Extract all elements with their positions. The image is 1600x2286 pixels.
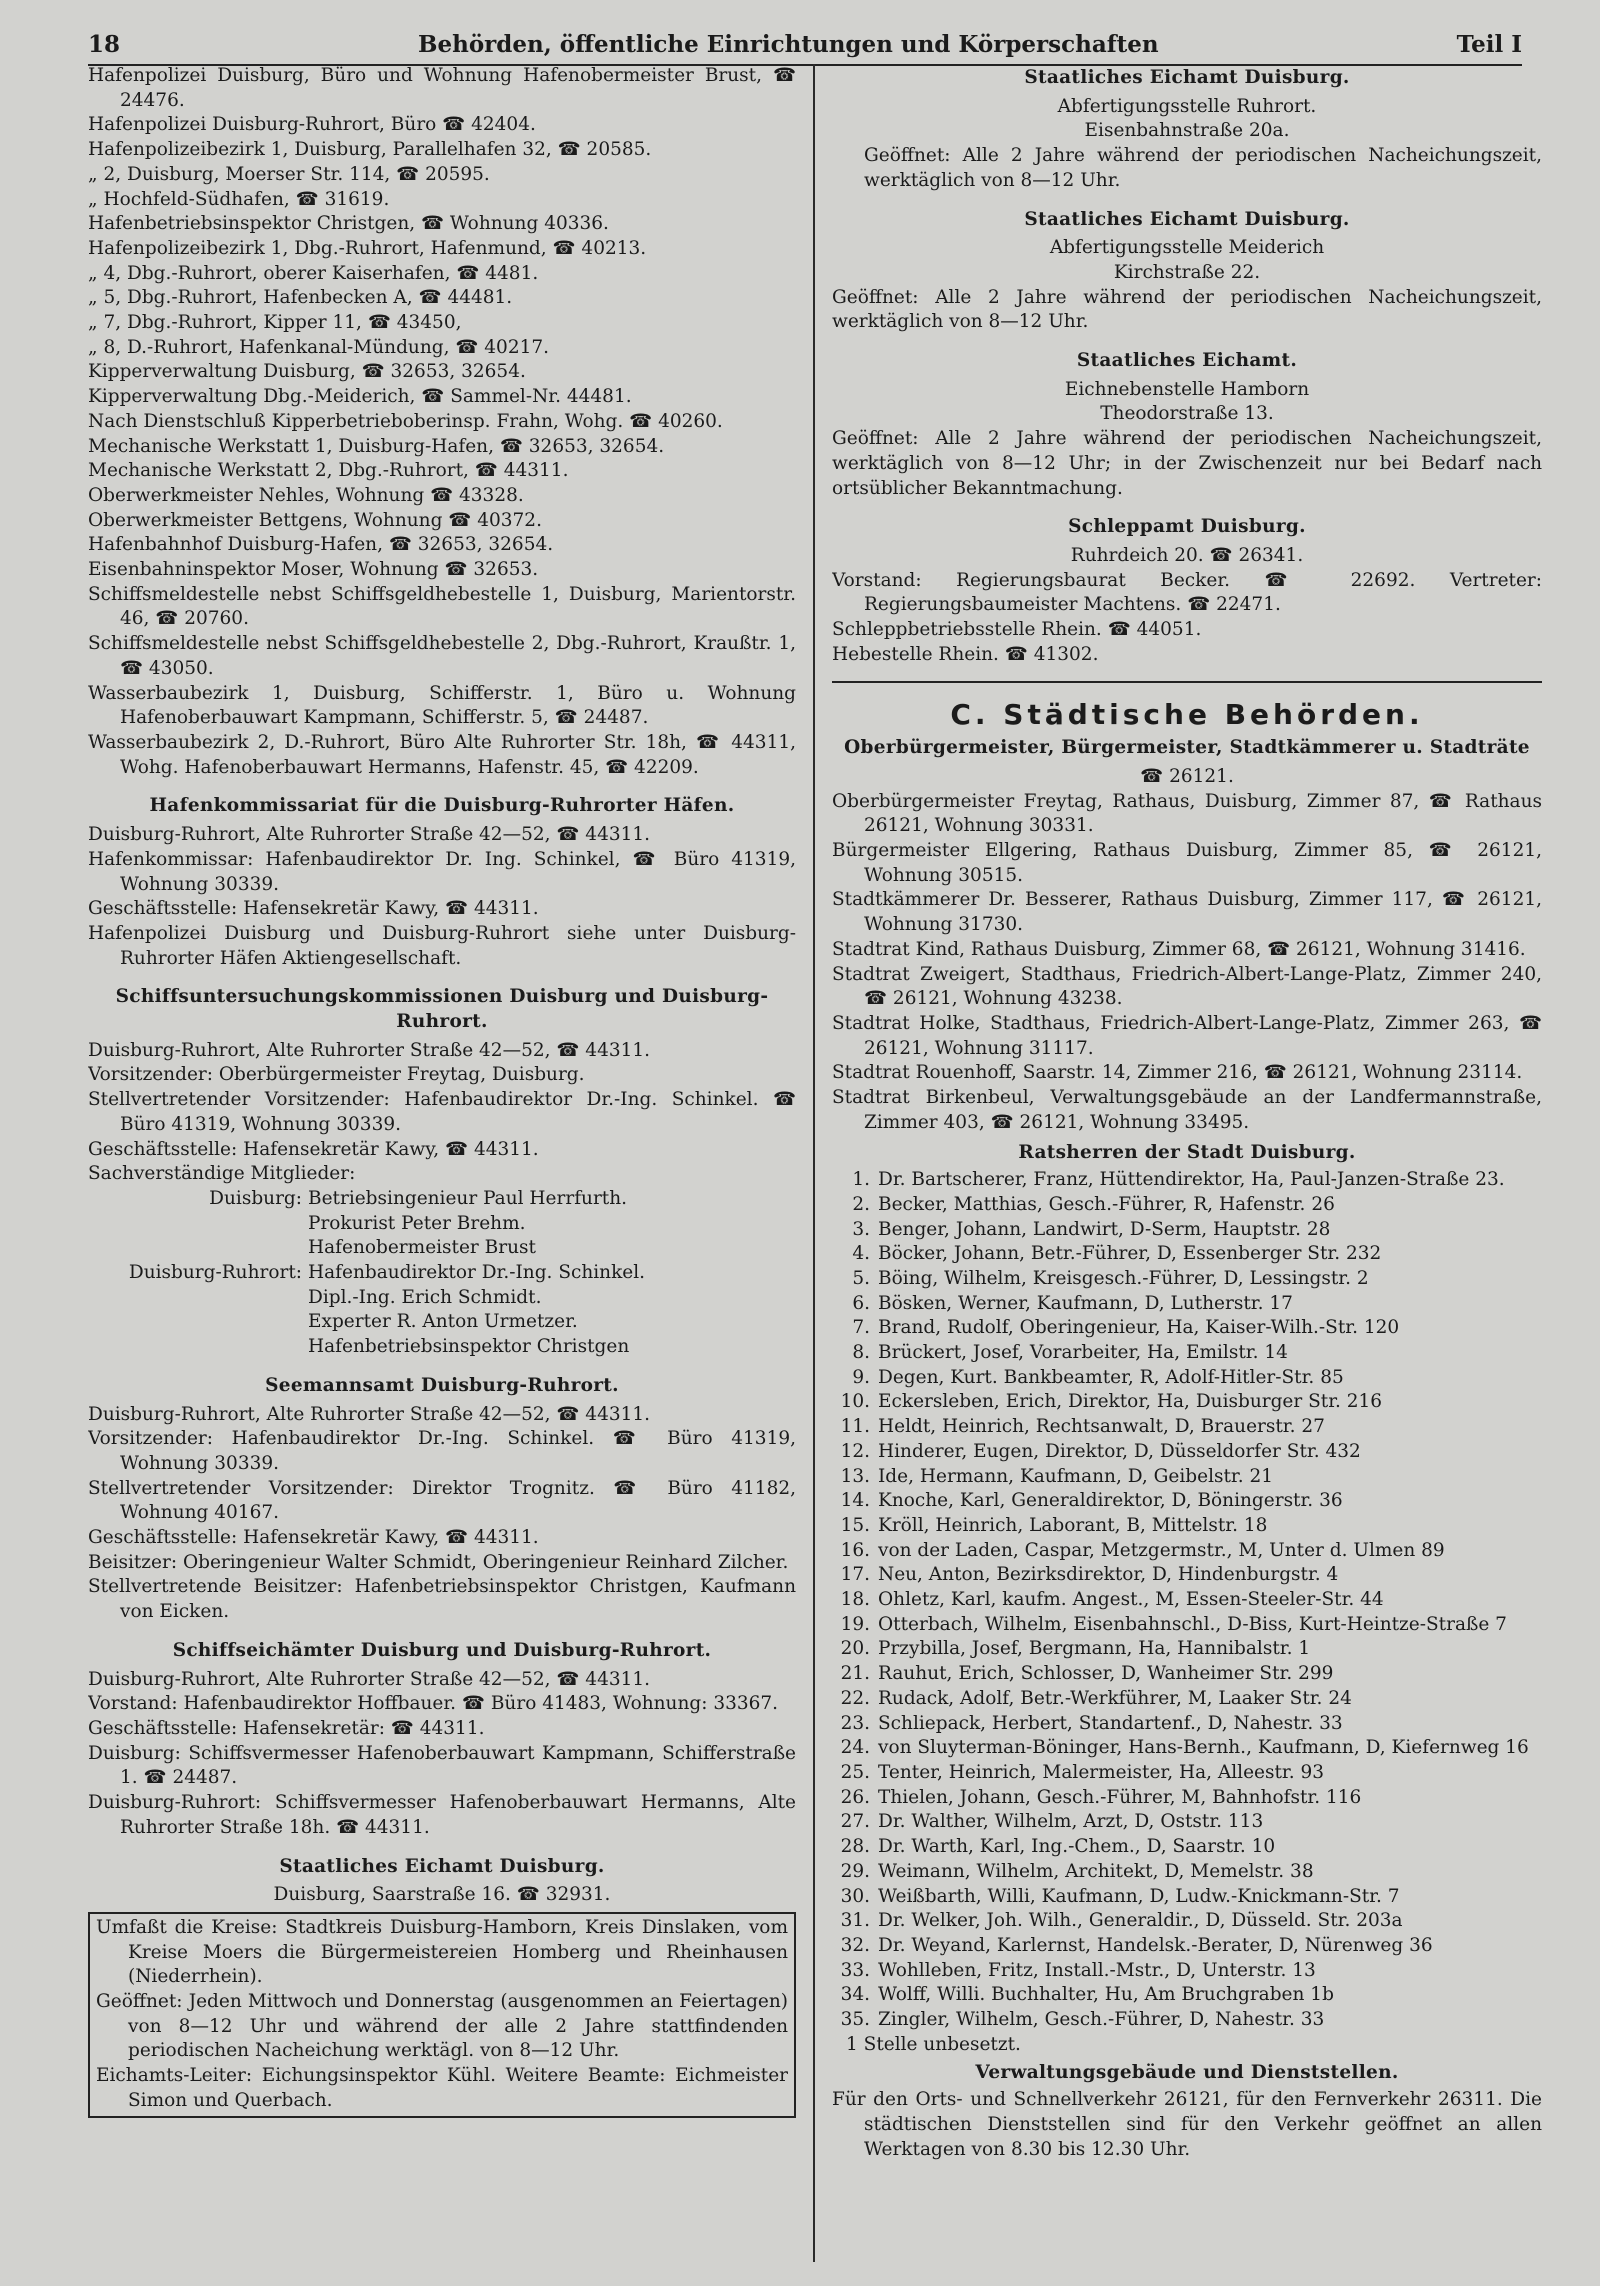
schleppamt-lines xyxy=(832,569,1542,668)
harbor-police-listing xyxy=(88,64,796,780)
list-item xyxy=(832,1415,1542,1440)
item-text: Becker, Matthias, Gesch.-Führer, R, Hafenstr. 26 xyxy=(878,1193,1335,1215)
item-text: Schliepack, Herbert, Standartenf., D, Nahestr. 33 xyxy=(878,1712,1343,1734)
text-line: „ Hochfeld-Südhafen, ☎ 31619. xyxy=(88,188,390,210)
item-number: 31. xyxy=(840,1910,870,1932)
item-text: Wohlleben, Fritz, Install.-Mstr., D, Unterstr. 13 xyxy=(878,1959,1316,1981)
item-text: Rauhut, Erich, Schlosser, D, Wanheimer Str. 299 xyxy=(878,1663,1334,1685)
item-text: Rudack, Adolf, Betr.-Werkführer, M, Laaker Str. 24 xyxy=(878,1687,1352,1709)
item-text: Degen, Kurt. Bankbeamter, R, Adolf-Hitler-Str. 85 xyxy=(878,1366,1344,1388)
councillors-list xyxy=(832,1168,1542,2033)
text-line: Duisburg-Ruhrort, Alte Ruhrorter Straße 42—52, ☎ 44311. xyxy=(88,1039,651,1061)
text-line: Oberwerkmeister Bettgens, Wohnung ☎ 40372. xyxy=(88,509,542,531)
item-number: 9. xyxy=(852,1366,870,1388)
members-label: Duisburg: xyxy=(209,1187,302,1209)
item-number: 1. xyxy=(852,1169,870,1191)
item-text: Dr. Weyand, Karlernst, Handelsk.-Berater, D, Nürenweg 36 xyxy=(878,1934,1433,1956)
item-text: Hinderer, Eugen, Direktor, D, Düsseldorfer Str. 432 xyxy=(878,1440,1361,1462)
section-title: Verwaltungsgebäude und Dienststellen. xyxy=(975,2062,1399,2084)
running-title: Behörden, öffentliche Einrichtungen und Körperschaften xyxy=(418,30,1159,58)
text-line: Hafenbahnhof Duisburg-Hafen, ☎ 32653, 32654. xyxy=(88,534,554,556)
section-title: Staatliches Eichamt Duisburg. xyxy=(1024,208,1350,230)
part-label: Teil I xyxy=(1456,30,1522,58)
item-number: 18. xyxy=(840,1589,870,1611)
item-number: 21. xyxy=(840,1663,870,1685)
list-item xyxy=(832,1440,1542,1465)
text-line: „ 5, Dbg.-Ruhrort, Hafenbecken A, ☎ 44481. xyxy=(88,287,513,309)
text-line: Hafenbetriebsinspektor Christgen, ☎ Wohnung 40336. xyxy=(88,213,609,235)
item-number: 29. xyxy=(840,1860,870,1882)
text-line: Geschäftsstelle: Hafensekretär Kawy, ☎ 44311. xyxy=(88,1138,539,1160)
text-line: „ 4, Dbg.-Ruhrort, oberer Kaiserhafen, ☎ 4481. xyxy=(88,262,539,284)
section-title: Seemannsamt Duisburg-Ruhrort. xyxy=(265,1374,619,1396)
text-line: Duisburg-Ruhrort, Alte Ruhrorter Straße 42—52, ☎ 44311. xyxy=(88,1668,651,1690)
office-address: Eisenbahnstraße 20a. xyxy=(1084,120,1290,142)
item-number: 6. xyxy=(852,1292,870,1314)
item-number: 19. xyxy=(840,1613,870,1635)
text-line: Sachverständige Mitglieder: xyxy=(88,1163,356,1185)
item-text: Benger, Johann, Landwirt, D-Serm, Hauptstr. 28 xyxy=(878,1218,1331,1240)
text-line: Schiffsmeldestelle nebst Schiffsgeldhebestelle 2, Dbg.-Ruhrort, Kraußtr. 1, ☎ 43050. xyxy=(88,633,796,679)
item-text: Bösken, Werner, Kaufmann, D, Lutherstr. 17 xyxy=(878,1292,1293,1314)
item-number: 15. xyxy=(840,1514,870,1536)
text-line: Stellvertretender Vorsitzender: Direktor Trognitz. ☎ Büro 41182, Wohnung 40167. xyxy=(88,1477,796,1524)
text-line: Kipperverwaltung Duisburg, ☎ 32653, 32654. xyxy=(88,361,526,383)
list-item xyxy=(832,1292,1542,1317)
members-ruhrort xyxy=(88,1261,796,1360)
list-item xyxy=(832,1934,1542,1959)
list-item xyxy=(832,2008,1542,2033)
list-item xyxy=(832,1489,1542,1514)
section-title: Schiffsuntersuchungskommissionen Duisburg und Duisburg-Ruhrort. xyxy=(115,986,769,1033)
text-line: Hafenbaudirektor Dr.-Ing. Schinkel. xyxy=(308,1262,646,1284)
list-item xyxy=(832,1539,1542,1564)
text-line: Schleppbetriebsstelle Rhein. ☎ 44051. xyxy=(832,619,1202,641)
vacancy-note: 1 Stelle unbesetzt. xyxy=(846,2033,1021,2055)
text-line: Oberwerkmeister Nehles, Wohnung ☎ 43328. xyxy=(88,484,524,506)
item-text: Eckersleben, Erich, Direktor, Ha, Duisburger Str. 216 xyxy=(878,1391,1383,1413)
text-line: Stadtrat Rouenhoff, Saarstr. 14, Zimmer 216, ☎ 26121, Wohnung 23114. xyxy=(832,1062,1523,1084)
text-line: Hafenbetriebsinspektor Christgen xyxy=(308,1336,630,1358)
item-text: Ohletz, Karl, kaufm. Angest., M, Essen-Steeler-Str. 44 xyxy=(878,1589,1384,1611)
item-text: Böing, Wilhelm, Kreisgesch.-Führer, D, Lessingstr. 2 xyxy=(878,1267,1369,1289)
text-line: Hafenpolizei Duisburg-Ruhrort, Büro ☎ 42404. xyxy=(88,114,536,136)
item-text: Tenter, Heinrich, Malermeister, Ha, Alleestr. 93 xyxy=(878,1762,1325,1783)
list-item xyxy=(832,1514,1542,1539)
members-list xyxy=(308,1187,627,1261)
section-rule xyxy=(832,681,1542,683)
section-title: Schleppamt Duisburg. xyxy=(1068,516,1306,538)
list-item xyxy=(832,1959,1542,1984)
text-line: „ 7, Dbg.-Ruhrort, Kipper 11, ☎ 43450, xyxy=(88,312,462,334)
item-number: 10. xyxy=(840,1391,870,1413)
item-number: 28. xyxy=(840,1836,870,1858)
item-number: 27. xyxy=(840,1811,870,1833)
list-item xyxy=(832,1983,1542,2008)
text-line: Stellvertretende Beisitzer: Hafenbetriebsinspektor Christgen, Kaufmann von Eicken. xyxy=(88,1576,796,1623)
text-line: Experter R. Anton Urmetzer. xyxy=(308,1311,578,1333)
text-line: Vorsitzender: Hafenbaudirektor Dr.-Ing. Schinkel. ☎ Büro 41319, Wohnung 30339. xyxy=(88,1428,796,1474)
item-text: Heldt, Heinrich, Rechtsanwalt, D, Brauerstr. 27 xyxy=(878,1416,1325,1438)
list-item xyxy=(832,1736,1542,1761)
office-name: Abfertigungsstelle Meiderich xyxy=(1049,237,1325,259)
item-number: 4. xyxy=(852,1243,870,1265)
schiffsuntersuchung-lines xyxy=(88,1039,796,1187)
text-line: Stadtrat Holke, Stadthaus, Friedrich-Albert-Lange-Platz, Zimmer 263, ☎ 26121, Wohnung 31117. xyxy=(832,1012,1542,1059)
text-line: Mechanische Werkstatt 1, Duisburg-Hafen, ☎ 32653, 32654. xyxy=(88,435,665,457)
item-text: Brand, Rudolf, Oberingenieur, Ha, Kaiser-Wilh.-Str. 120 xyxy=(878,1317,1400,1339)
office-address: Ruhrdeich 20. ☎ 26341. xyxy=(1070,544,1304,566)
phone-number: ☎ 26121. xyxy=(1140,765,1234,787)
list-item xyxy=(832,1613,1542,1638)
item-text: Zingler, Wilhelm, Gesch.-Führer, D, Nahestr. 33 xyxy=(878,2009,1325,2031)
seemannsamt-lines xyxy=(88,1403,796,1625)
list-item xyxy=(832,1341,1542,1366)
text-line: Wasserbaubezirk 1, Duisburg, Schifferstr. 1, Büro u. Wohnung Hafenoberbauwart Kampmann, Schifferstr. 5, ☎ 24487. xyxy=(88,682,796,729)
text-line: Dipl.-Ing. Erich Schmidt. xyxy=(308,1286,542,1308)
item-text: von der Laden, Caspar, Metzgermstr., M, Unter d. Ulmen 89 xyxy=(878,1539,1445,1561)
item-text: Dr. Walther, Wilhelm, Arzt, D, Oststr. 113 xyxy=(878,1811,1264,1833)
text-line: Betriebsingenieur Paul Herrfurth. xyxy=(308,1187,628,1209)
list-item xyxy=(832,1712,1542,1737)
office-address: Kirchstraße 22. xyxy=(1113,261,1261,283)
section-title: Staatliches Eichamt. xyxy=(1076,350,1298,372)
item-number: 11. xyxy=(840,1416,870,1438)
text-line: Hafenpolizei Duisburg und Duisburg-Ruhrort siehe unter Duisburg-Ruhrorter Häfen Aktiengesellschaft. xyxy=(88,922,796,969)
office-address: Theodorstraße 13. xyxy=(1100,403,1274,425)
list-item xyxy=(832,1835,1542,1860)
chapter-title: C. Städtische Behörden. xyxy=(950,698,1424,732)
item-number: 5. xyxy=(852,1267,870,1289)
item-number: 16. xyxy=(840,1539,870,1561)
section-title: Staatliches Eichamt Duisburg. xyxy=(1024,67,1350,88)
text-line: Beisitzer: Oberingenieur Walter Schmidt, Oberingenieur Reinhard Zilcher. xyxy=(88,1551,789,1573)
list-item xyxy=(832,1860,1542,1885)
list-item xyxy=(832,1637,1542,1662)
list-item xyxy=(832,1662,1542,1687)
item-text: Przybilla, Josef, Bergmann, Ha, Hannibalstr. 1 xyxy=(878,1638,1311,1660)
members-list xyxy=(308,1261,645,1360)
text-line: Oberbürgermeister Freytag, Rathaus, Duisburg, Zimmer 87, ☎ Rathaus 26121, Wohnung 30331. xyxy=(832,790,1542,837)
list-item xyxy=(832,1563,1542,1588)
text-line: Duisburg-Ruhrort, Alte Ruhrorter Straße 42—52, ☎ 44311. xyxy=(88,824,651,846)
list-item xyxy=(832,1687,1542,1712)
section-title: Hafenkommissariat für die Duisburg-Ruhrorter Häfen. xyxy=(149,795,735,817)
opening-hours: Geöffnet: Alle 2 Jahre während der periodischen Nacheichungszeit, werktäglich von 8—12 Uhr. xyxy=(832,286,1542,333)
text-line: Bürgermeister Ellgering, Rathaus Duisburg, Zimmer 85, ☎ 26121, Wohnung 30515. xyxy=(832,839,1542,886)
text-line: „ 8, D.-Ruhrort, Hafenkanal-Mündung, ☎ 40217. xyxy=(88,336,550,358)
item-number: 2. xyxy=(852,1193,870,1215)
text-line: Vorstand: Regierungsbaurat Becker. ☎ 22692. Vertreter: Regierungsbaumeister Machtens. ☎ 22471. xyxy=(832,569,1542,616)
text-line: Hafenpolizei Duisburg, Büro und Wohnung Hafenobermeister Brust, ☎ 24476. xyxy=(88,65,796,111)
item-text: von Sluyterman-Böninger, Hans-Bernh., Kaufmann, D, Kiefernweg 16 xyxy=(878,1737,1529,1759)
item-number: 3. xyxy=(852,1218,870,1240)
list-item xyxy=(832,1810,1542,1835)
list-item xyxy=(832,1465,1542,1490)
text-line: Nach Dienstschluß Kipperbetrieboberinsp. Frahn, Wohg. ☎ 40260. xyxy=(88,410,723,432)
list-item xyxy=(832,1588,1542,1613)
left-column xyxy=(88,64,796,2274)
text-line: Stadtkämmerer Dr. Besserer, Rathaus Duisburg, Zimmer 117, ☎ 26121, Wohnung 31730. xyxy=(832,889,1542,936)
item-number: 35. xyxy=(840,2009,870,2031)
list-item xyxy=(832,1390,1542,1415)
item-text: Otterbach, Wilhelm, Eisenbahnschl., D-Biss, Kurt-Heintze-Straße 7 xyxy=(878,1613,1507,1635)
text-line: Schiffsmeldestelle nebst Schiffsgeldhebestelle 1, Duisburg, Marientorstr. 46, ☎ 20760. xyxy=(88,583,796,630)
text-line: Kipperverwaltung Dbg.-Meiderich, ☎ Sammel-Nr. 44481. xyxy=(88,386,632,408)
list-item xyxy=(832,1316,1542,1341)
list-item xyxy=(832,1761,1542,1786)
members-label: Duisburg-Ruhrort: xyxy=(128,1262,302,1284)
item-number: 14. xyxy=(840,1490,870,1512)
item-number: 17. xyxy=(840,1564,870,1586)
item-text: Dr. Welker, Joh. Wilh., Generaldir., D, Düsseld. Str. 203a xyxy=(878,1910,1403,1932)
item-number: 34. xyxy=(840,1984,870,2006)
list-item xyxy=(832,1168,1542,1193)
item-text: Weimann, Wilhelm, Architekt, D, Memelstr. 38 xyxy=(878,1860,1314,1882)
text-line: Hebestelle Rhein. ☎ 41302. xyxy=(832,643,1099,665)
item-number: 12. xyxy=(840,1440,870,1462)
section-title: Staatliches Eichamt Duisburg. xyxy=(279,1855,605,1877)
text-line: Mechanische Werkstatt 2, Dbg.-Ruhrort, ☎ 44311. xyxy=(88,460,569,482)
text-line: Eichamts-Leiter: Eichungsinspektor Kühl. Weitere Beamte: Eichmeister Simon und Querbach. xyxy=(96,2065,788,2111)
item-number: 25. xyxy=(840,1762,870,1783)
column-divider xyxy=(813,64,815,2262)
item-text: Kröll, Heinrich, Laborant, B, Mittelstr. 18 xyxy=(878,1514,1268,1536)
text-line: Duisburg-Ruhrort: Schiffsvermesser Hafenoberbauwart Hermanns, Alte Ruhrorter Straße 18h. ☎ 44311. xyxy=(88,1792,796,1838)
item-number: 22. xyxy=(840,1687,870,1709)
item-text: Böcker, Johann, Betr.-Führer, D, Essenberger Str. 232 xyxy=(878,1243,1382,1265)
page-number: 18 xyxy=(88,30,121,58)
text-line: Vorstand: Hafenbaudirektor Hoffbauer. ☎ Büro 41483, Wohnung: 33367. xyxy=(88,1693,779,1715)
list-item xyxy=(832,1242,1542,1267)
list-item xyxy=(832,1193,1542,1218)
opening-hours: Geöffnet: Alle 2 Jahre während der periodischen Nacheichungszeit, werktäglich von 8—12 Uhr; in der Zwischenzeit nur bei Bedarf nach ortsüblicher Bekanntmachung. xyxy=(832,428,1542,499)
eichamt-address: Duisburg, Saarstraße 16. ☎ 32931. xyxy=(273,1884,611,1906)
text-line: Wasserbaubezirk 2, D.-Ruhrort, Büro Alte Ruhrorter Str. 18h, ☎ 44311, Wohg. Hafenoberbauwart Hermanns, Hafenstr. 45, ☎ 42209. xyxy=(88,731,796,778)
list-item xyxy=(832,1786,1542,1811)
text-line: Duisburg-Ruhrort, Alte Ruhrorter Straße 42—52, ☎ 44311. xyxy=(88,1403,651,1425)
text-line: Stadtrat Zweigert, Stadthaus, Friedrich-Albert-Lange-Platz, Zimmer 240, ☎ 26121, Wohnung 43238. xyxy=(832,963,1542,1010)
list-item xyxy=(832,1885,1542,1910)
item-number: 32. xyxy=(840,1934,870,1956)
text-line: Geschäftsstelle: Hafensekretär Kawy, ☎ 44311. xyxy=(88,1527,539,1549)
text-line: Hafenpolizeibezirk 1, Dbg.-Ruhrort, Hafenmund, ☎ 40213. xyxy=(88,237,647,259)
hafenkommissariat-lines xyxy=(88,823,796,971)
list-item xyxy=(832,1267,1542,1292)
item-text: Neu, Anton, Bezirksdirektor, D, Hindenburgstr. 4 xyxy=(878,1564,1339,1586)
item-text: Dr. Bartscherer, Franz, Hüttendirektor, Ha, Paul-Janzen-Straße 23. xyxy=(878,1169,1505,1191)
item-text: Ide, Hermann, Kaufmann, D, Geibelstr. 21 xyxy=(878,1465,1274,1487)
text-line: Vorsitzender: Oberbürgermeister Freytag, Duisburg. xyxy=(88,1064,585,1086)
text-line: Geschäftsstelle: Hafensekretär: ☎ 44311. xyxy=(88,1718,485,1739)
item-text: Brückert, Josef, Vorarbeiter, Ha, Emilstr. 14 xyxy=(878,1342,1288,1364)
item-number: 26. xyxy=(840,1786,870,1808)
text-line: Stadtrat Kind, Rathaus Duisburg, Zimmer 68, ☎ 26121, Wohnung 31416. xyxy=(832,938,1526,960)
item-number: 33. xyxy=(840,1959,870,1981)
opening-hours: Geöffnet: Alle 2 Jahre während der periodischen Nacheichungszeit, werktäglich von 8—12 Uhr. xyxy=(864,145,1542,191)
text-line: Hafenpolizeibezirk 1, Duisburg, Parallelhafen 32, ☎ 20585. xyxy=(88,139,652,161)
text-line: Hafenkommissar: Hafenbaudirektor Dr. Ing. Schinkel, ☎ Büro 41319, Wohnung 30339. xyxy=(88,848,796,895)
text-line: Umfaßt die Kreise: Stadtkreis Duisburg-Hamborn, Kreis Dinslaken, vom Kreise Moers die Bürgermeistereien Homberg und Rheinhausen (Niederrhein). xyxy=(96,1916,788,1988)
text-line: Hafenobermeister Brust xyxy=(308,1237,536,1259)
officials-list xyxy=(832,790,1542,1136)
text-line: Geschäftsstelle: Hafensekretär Kawy, ☎ 44311. xyxy=(88,898,539,920)
text-line: Geöffnet: Jeden Mittwoch und Donnerstag (ausgenommen an Feiertagen) von 8—12 Uhr und während der alle 2 Jahre stattfindenden periodischen Nacheichung werktägl. von 8—12 Uhr. xyxy=(96,1991,788,2062)
text-line: Prokurist Peter Brehm. xyxy=(308,1212,526,1234)
item-number: 7. xyxy=(852,1317,870,1339)
eichamt-lines xyxy=(88,1912,796,2118)
members-duisburg xyxy=(88,1187,796,1261)
item-number: 23. xyxy=(840,1712,870,1734)
office-hours-note: Für den Orts- und Schnellverkehr 26121, für den Fernverkehr 26311. Die städtischen Dienststellen sind für den Verkehr geöffnet an allen Werktagen von 8.30 bis 12.30 Uhr. xyxy=(832,2089,1542,2160)
item-text: Knoche, Karl, Generaldirektor, D, Böningerstr. 36 xyxy=(878,1490,1343,1512)
page-header xyxy=(88,24,1522,66)
text-line: Stellvertretender Vorsitzender: Hafenbaudirektor Dr.-Ing. Schinkel. ☎ Büro 41319, Wohnung 30339. xyxy=(88,1089,796,1135)
section-title: Ratsherren der Stadt Duisburg. xyxy=(1018,1142,1356,1164)
list-item xyxy=(832,1366,1542,1391)
item-text: Weißbarth, Willi, Kaufmann, D, Ludw.-Knickmann-Str. 7 xyxy=(878,1885,1400,1907)
section-title: Schiffseichämter Duisburg und Duisburg-Ruhrort. xyxy=(172,1639,712,1661)
list-item xyxy=(832,1909,1542,1934)
item-number: 8. xyxy=(852,1342,870,1364)
item-text: Thielen, Johann, Gesch.-Führer, M, Bahnhofstr. 116 xyxy=(878,1786,1362,1808)
list-item xyxy=(832,1218,1542,1243)
item-text: Dr. Warth, Karl, Ing.-Chem., D, Saarstr. 10 xyxy=(878,1836,1276,1858)
item-text: Wolff, Willi. Buchhalter, Hu, Am Bruchgraben 1b xyxy=(878,1984,1334,2006)
text-line: Stadtrat Birkenbeul, Verwaltungsgebäude an der Landfermannstraße, Zimmer 403, ☎ 26121, Wohnung 33495. xyxy=(832,1087,1542,1133)
text-line: Duisburg: Schiffsvermesser Hafenoberbauwart Kampmann, Schifferstraße 1. ☎ 24487. xyxy=(88,1742,796,1789)
text-line: „ 2, Duisburg, Moerser Str. 114, ☎ 20595. xyxy=(88,163,490,185)
office-name: Eichnebenstelle Hamborn xyxy=(1064,378,1310,400)
schiffseichaemter-lines xyxy=(88,1668,796,1841)
right-column xyxy=(832,64,1542,2274)
office-name: Abfertigungsstelle Ruhrort. xyxy=(1057,95,1317,117)
section-title: Oberbürgermeister, Bürgermeister, Stadtkämmerer u. Stadträte xyxy=(844,737,1530,759)
text-line: Eisenbahninspektor Moser, Wohnung ☎ 32653. xyxy=(88,559,539,581)
item-number: 20. xyxy=(840,1638,870,1660)
item-number: 24. xyxy=(840,1737,870,1759)
item-number: 13. xyxy=(840,1465,870,1487)
item-number: 30. xyxy=(840,1885,870,1907)
